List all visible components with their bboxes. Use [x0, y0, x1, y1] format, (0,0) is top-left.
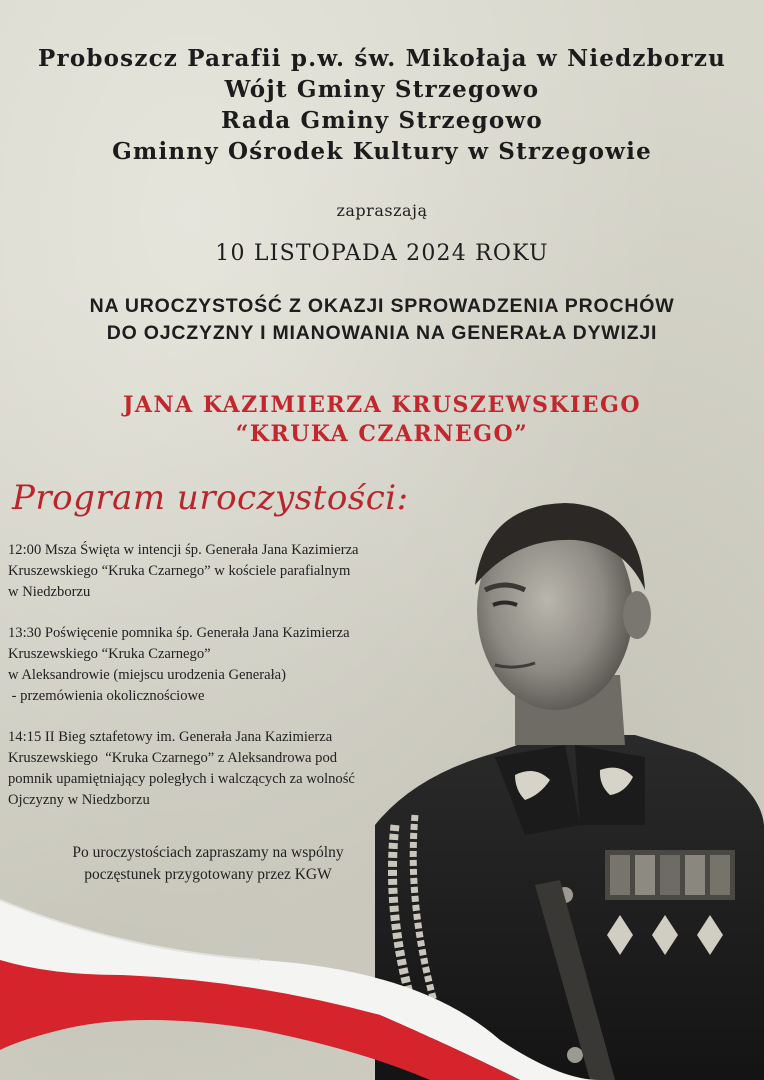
program-item — [8, 623, 428, 707]
program-line: Kruszewskiego “Kruka Czarnego” w kościele parafialnym — [8, 563, 351, 579]
program-line: w Aleksandrowie (miejscu urodzenia Generała) — [8, 667, 286, 683]
organizer-line: Wójt Gminy Strzegowo — [224, 76, 540, 103]
event-date: 10 LISTOPADA 2024 ROKU — [215, 241, 549, 266]
invite-text: zapraszają — [336, 201, 428, 220]
program-line: 14:15 II Bieg sztafetowy im. Generała Jana Kazimierza — [8, 729, 333, 745]
program-item — [8, 540, 428, 603]
program-line: 12:00 Msza Święta w intencji śp. Generała Jana Kazimierza — [8, 542, 359, 558]
polish-flag-ribbon — [0, 880, 764, 1080]
organizers — [0, 43, 764, 167]
program-list — [8, 540, 428, 831]
program-line: Kruszewskiego “Kruka Czarnego” — [8, 646, 211, 662]
occasion-line: DO OJCZYZNY I MIANOWANIA NA GENERAŁA DYWIZJI — [106, 322, 658, 344]
program-title: Program uroczystości: — [12, 478, 409, 518]
closing-line: poczęstunek przygotowany przez KGW — [84, 866, 332, 883]
organizer-line: Proboszcz Parafii p.w. św. Mikołaja w Niedzborzu — [38, 45, 726, 72]
program-line: Kruszewskiego “Kruka Czarnego” z Aleksandrowa pod — [8, 750, 338, 766]
program-line: 13:30 Poświęcenie pomnika śp. Generała Jana Kazimierza — [8, 625, 350, 641]
program-item — [8, 727, 428, 811]
honoree-nickname: “KRUKA CZARNEGO” — [235, 421, 529, 447]
occasion-heading — [0, 293, 764, 347]
program-line: pomnik upamiętniający poległych i walczących za wolność — [8, 771, 355, 787]
organizer-line: Rada Gminy Strzegowo — [221, 107, 543, 134]
program-line: w Niedzborzu — [8, 584, 91, 600]
honoree — [0, 391, 764, 449]
closing-line: Po uroczystościach zapraszamy na wspólny — [72, 844, 344, 861]
organizer-line: Gminny Ośrodek Kultury w Strzegowie — [112, 138, 652, 165]
program-line: Ojczyzny w Niedzborzu — [8, 792, 150, 808]
program-line: - przemówienia okolicznościowe — [8, 688, 205, 704]
honoree-name: JANA KAZIMIERZA KRUSZEWSKIEGO — [123, 392, 641, 418]
occasion-line: NA UROCZYSTOŚĆ Z OKAZJI SPROWADZENIA PROCHÓW — [89, 295, 675, 317]
